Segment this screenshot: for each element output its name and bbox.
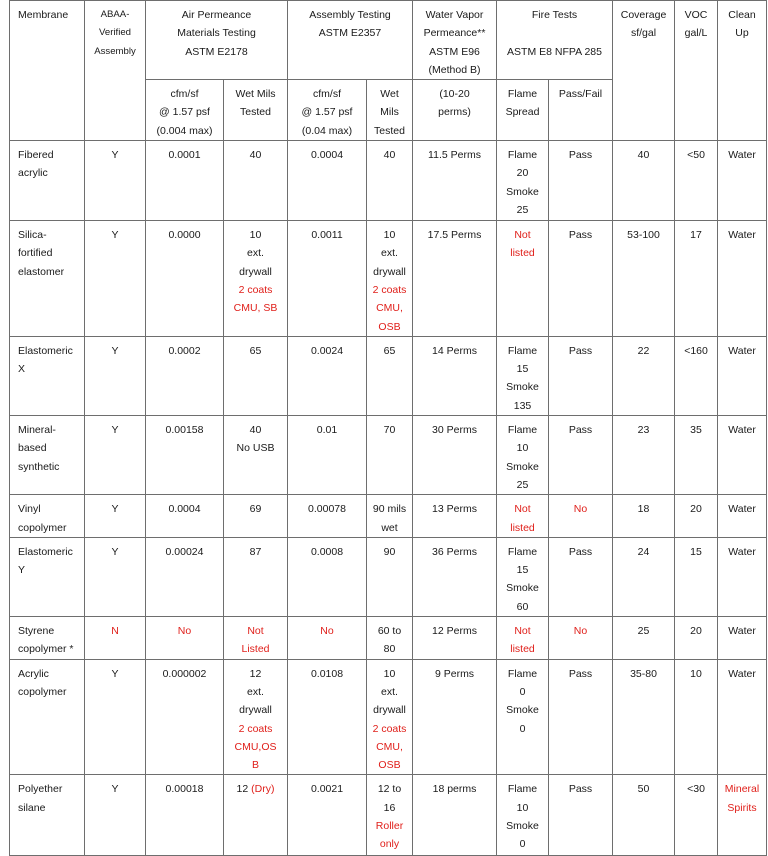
membrane-name-cell: Polyether silane (10, 775, 85, 856)
membrane-name-cell: Acrylic copolymer (10, 659, 85, 775)
water-vapor-cell (413, 141, 497, 221)
voc-cell (675, 659, 718, 775)
assembly-wet-mils-cell (367, 775, 413, 856)
cell-text: 40 (637, 149, 650, 162)
highlighted-text: 2 coats CMU, SB (233, 283, 278, 315)
air-cfm-cell (146, 617, 224, 660)
air-wet-mils-cell (224, 336, 288, 415)
cell-text: 0.0021 (310, 783, 344, 796)
highlighted-text: Not listed (510, 625, 535, 656)
coverage-cell (613, 659, 675, 775)
highlighted-text: N (111, 625, 119, 638)
flame-spread-cell (497, 617, 549, 660)
cell-text: Water (728, 667, 756, 680)
cell-text: 0.000002 (162, 667, 207, 680)
pass-fail-cell (549, 495, 613, 538)
cell-text: Pass (568, 783, 593, 796)
highlighted-text: Mineral Spirits (724, 783, 760, 814)
abaa-cell (85, 221, 146, 337)
voc-cell (675, 416, 718, 495)
membrane-name-cell: Fibered acrylic (10, 141, 85, 221)
cell-text: 35-80 (630, 667, 657, 680)
cell-text: 20 (690, 625, 702, 638)
cleanup-cell (718, 659, 767, 775)
highlighted-text: Not Listed (241, 625, 270, 656)
cell-text: Y (111, 229, 119, 242)
cell-text: Pass (568, 667, 593, 680)
cell-text: Pass (568, 545, 593, 558)
cell-text: 12 to 16 (377, 783, 402, 814)
cell-text: Flame 20 Smoke 25 (506, 149, 539, 216)
cell-text: Y (111, 344, 119, 357)
flame-spread-cell (497, 495, 549, 538)
pass-fail-cell (549, 336, 613, 415)
water-vapor-cell (413, 336, 497, 415)
water-vapor-cell (413, 416, 497, 495)
cell-text: 69 (249, 503, 262, 516)
flame-spread-cell (497, 336, 549, 415)
highlighted-text: No (177, 625, 192, 638)
pass-fail-cell (549, 659, 613, 775)
cell-text: 0.0108 (310, 667, 344, 680)
water-vapor-cell (413, 495, 497, 538)
header-flame-spread: Flame Spread (497, 80, 549, 141)
cell-text: 35 (690, 424, 702, 437)
air-wet-mils-cell (224, 659, 288, 775)
abaa-cell (85, 659, 146, 775)
membrane-name-cell: Elastomeric X (10, 336, 85, 415)
abaa-cell (85, 416, 146, 495)
cell-text: Water (728, 149, 756, 162)
cell-text: 10 ext. drywall (239, 229, 272, 278)
cell-text: 90 (383, 545, 396, 558)
header-assembly-wet-mils: Wet Mils Tested (367, 80, 413, 141)
cell-text: 17.5 Perms (427, 229, 482, 242)
header-voc: VOC gal/L (675, 1, 718, 141)
cell-text: Y (111, 424, 119, 437)
cell-text: 0.0002 (168, 344, 201, 357)
header-fire-tests: Fire Tests ASTM E8 NFPA 285 (497, 1, 613, 80)
highlighted-text: Not listed (510, 229, 535, 260)
air-wet-mils-cell (224, 221, 288, 337)
cell-text: Water (728, 229, 756, 242)
cell-text: 0.0001 (168, 149, 201, 162)
assembly-wet-mils-cell (367, 336, 413, 415)
highlighted-text: No (573, 503, 588, 516)
cell-text: 53-100 (627, 229, 660, 242)
header-abaa: ABAA- Verified Assembly (85, 1, 146, 141)
flame-spread-cell (497, 416, 549, 495)
cell-text: 0.0004 (168, 503, 201, 516)
coverage-cell (613, 617, 675, 660)
header-air-wet-mils: Wet Mils Tested (224, 80, 288, 141)
cleanup-cell (718, 221, 767, 337)
cell-text: 10 (690, 667, 702, 680)
cell-text: Pass (568, 229, 593, 242)
cell-text: 10 ext. drywall (373, 229, 406, 278)
abaa-cell (85, 775, 146, 856)
air-cfm-cell (146, 416, 224, 495)
pass-fail-cell (549, 617, 613, 660)
air-wet-mils-cell (224, 775, 288, 856)
abaa-cell (85, 537, 146, 616)
cell-text: 0.0011 (311, 229, 343, 242)
cell-text: 12 Perms (432, 625, 477, 638)
assembly-cfm-cell (288, 537, 367, 616)
assembly-cfm-cell (288, 617, 367, 660)
cell-text: 0.00078 (308, 503, 346, 516)
abaa-cell (85, 141, 146, 221)
highlighted-text: 2 coats CMU, OSB (372, 722, 407, 772)
header-assembly-testing: Assembly Testing ASTM E2357 (288, 1, 413, 80)
voc-cell (675, 617, 718, 660)
flame-spread-cell (497, 221, 549, 337)
membrane-name-cell: Elastomeric Y (10, 537, 85, 616)
cell-text: 23 (637, 424, 650, 437)
coverage-cell (613, 221, 675, 337)
cell-text: 17 (690, 229, 702, 242)
header-air-cfm: cfm/sf @ 1.57 psf (0.004 max) (146, 80, 224, 141)
pass-fail-cell (549, 221, 613, 337)
cell-text: <50 (687, 149, 705, 162)
cleanup-cell (718, 617, 767, 660)
highlighted-text: No (320, 625, 334, 638)
assembly-wet-mils-cell (367, 416, 413, 495)
cleanup-cell (718, 775, 767, 856)
cell-text: 24 (637, 545, 650, 558)
cell-text: 0.01 (316, 424, 338, 437)
membrane-name-cell: Vinyl copolymer (10, 495, 85, 538)
membrane-name-cell: Styrene copolymer * (10, 617, 85, 660)
cell-text: 25 (637, 625, 650, 638)
flame-spread-cell (497, 141, 549, 221)
assembly-cfm-cell (288, 495, 367, 538)
cell-text: 10 ext. drywall (373, 667, 406, 717)
membrane-name-cell: Mineral- based synthetic (10, 416, 85, 495)
cell-text: 40 (249, 149, 262, 162)
header-assembly-cfm: cfm/sf @ 1.57 psf (0.04 max) (288, 80, 367, 141)
assembly-wet-mils-cell (367, 495, 413, 538)
highlighted-text: (Dry) (251, 783, 275, 796)
header-coverage: Coverage sf/gal (613, 1, 675, 141)
cell-text: <30 (687, 783, 705, 796)
cell-text: Flame 10 Smoke 25 (506, 424, 539, 491)
header-water-vapor: Water Vapor Permeance** ASTM E96 (Method B) (413, 1, 497, 80)
cell-text: 0.00024 (165, 545, 204, 558)
coverage-cell (613, 537, 675, 616)
highlighted-text: 2 coats CMU,OS B (234, 722, 277, 772)
header-pass-fail: Pass/Fail (549, 80, 613, 141)
voc-cell (675, 221, 718, 337)
assembly-wet-mils-cell (367, 221, 413, 337)
cell-text: 0.0024 (310, 344, 344, 357)
cell-text: Y (111, 783, 119, 796)
air-cfm-cell (146, 659, 224, 775)
water-vapor-cell (413, 221, 497, 337)
cell-text: Pass (568, 344, 593, 357)
highlighted-text: Not listed (510, 503, 535, 534)
highlighted-text: Roller only (375, 819, 404, 851)
cell-text: Flame 15 Smoke 60 (506, 545, 539, 613)
table-row (10, 416, 767, 495)
header-row-main (10, 1, 767, 80)
assembly-cfm-cell (288, 336, 367, 415)
water-vapor-cell (413, 617, 497, 660)
cell-text: 9 Perms (434, 667, 475, 680)
cell-text: Y (111, 503, 119, 516)
assembly-wet-mils-cell (367, 141, 413, 221)
cell-text: <160 (684, 344, 708, 357)
assembly-cfm-cell (288, 775, 367, 856)
flame-spread-cell (497, 775, 549, 856)
table-row (10, 659, 767, 775)
cell-text: 14 Perms (432, 344, 477, 357)
cell-text: 0.0004 (310, 149, 344, 162)
assembly-cfm-cell (288, 221, 367, 337)
cell-text: 90 mils wet (372, 503, 407, 534)
cell-text: 40 (383, 149, 396, 162)
cell-text: Y (111, 149, 119, 162)
flame-spread-cell (497, 537, 549, 616)
water-vapor-cell (413, 659, 497, 775)
voc-cell (675, 495, 718, 538)
coverage-cell (613, 336, 675, 415)
cell-text: 30 Perms (432, 424, 477, 437)
cleanup-cell (718, 336, 767, 415)
cell-text: Pass (568, 149, 593, 162)
highlighted-text: 2 coats CMU, OSB (372, 283, 407, 333)
table-row (10, 495, 767, 538)
cell-text: 20 (690, 503, 702, 516)
air-cfm-cell (146, 495, 224, 538)
cleanup-cell (718, 416, 767, 495)
cell-text: Flame 10 Smoke 0 (506, 783, 539, 851)
abaa-cell (85, 617, 146, 660)
cell-text: Y (111, 667, 119, 680)
voc-cell (675, 336, 718, 415)
air-cfm-cell (146, 221, 224, 337)
cell-text: 22 (637, 344, 650, 357)
coverage-cell (613, 416, 675, 495)
assembly-cfm-cell (288, 141, 367, 221)
cell-text: 0.00158 (165, 424, 204, 437)
cell-text: Water (728, 503, 756, 516)
cell-text: 70 (383, 424, 396, 437)
cell-text: 87 (249, 545, 262, 558)
header-cleanup: Clean Up (718, 1, 767, 141)
cell-text: Y (111, 545, 119, 558)
air-cfm-cell (146, 336, 224, 415)
cell-text: 65 (249, 344, 262, 357)
assembly-wet-mils-cell (367, 617, 413, 660)
assembly-wet-mils-cell (367, 537, 413, 616)
cell-text: 18 perms (432, 783, 477, 796)
membrane-name-cell: Silica- fortified elastomer (10, 221, 85, 337)
air-wet-mils-cell (224, 617, 288, 660)
air-cfm-cell (146, 141, 224, 221)
coverage-cell (613, 495, 675, 538)
assembly-cfm-cell (288, 659, 367, 775)
air-wet-mils-cell (224, 416, 288, 495)
cell-text: 11.5 Perms (428, 149, 481, 162)
cell-text: Flame 15 Smoke 135 (506, 344, 539, 412)
coverage-cell (613, 141, 675, 221)
pass-fail-cell (549, 141, 613, 221)
cleanup-cell (718, 537, 767, 616)
flame-spread-cell (497, 659, 549, 775)
pass-fail-cell (549, 775, 613, 856)
cell-text: Water (728, 344, 756, 357)
cell-text: Water (728, 424, 756, 437)
cell-text: 0.0000 (168, 229, 201, 242)
air-wet-mils-cell (224, 495, 288, 538)
abaa-cell (85, 495, 146, 538)
cell-text: 36 Perms (432, 545, 477, 558)
table-row (10, 537, 767, 616)
cell-text: 0.0008 (310, 545, 344, 558)
cell-text: 60 to 80 (377, 625, 402, 656)
table-row (10, 617, 767, 660)
highlighted-text: No (573, 625, 588, 638)
cell-text: Water (728, 545, 756, 558)
cell-text: 0.00018 (165, 783, 204, 796)
cell-text: 15 (690, 545, 702, 558)
header-air-permeance: Air Permeance Materials Testing ASTM E2178 (146, 1, 288, 80)
table-row (10, 141, 767, 221)
abaa-cell (85, 336, 146, 415)
cell-text: Pass (568, 424, 593, 437)
voc-cell (675, 775, 718, 856)
water-vapor-cell (413, 775, 497, 856)
table-row (10, 775, 767, 856)
pass-fail-cell (549, 416, 613, 495)
assembly-wet-mils-cell (367, 659, 413, 775)
assembly-cfm-cell (288, 416, 367, 495)
voc-cell (675, 141, 718, 221)
cell-text: 12 ext. drywall (239, 667, 272, 717)
air-wet-mils-cell (224, 141, 288, 221)
cleanup-cell (718, 495, 767, 538)
air-wet-mils-cell (224, 537, 288, 616)
coverage-cell (613, 775, 675, 856)
cell-text: 65 (383, 344, 396, 357)
water-vapor-cell (413, 537, 497, 616)
table-row (10, 221, 767, 337)
voc-cell (675, 537, 718, 616)
table-row (10, 336, 767, 415)
cell-text: 18 (637, 503, 650, 516)
air-cfm-cell (146, 775, 224, 856)
cell-text: Flame 0 Smoke 0 (506, 667, 539, 735)
membrane-comparison-table (9, 0, 767, 856)
cell-text: 40 No USB (236, 424, 275, 455)
pass-fail-cell (549, 537, 613, 616)
air-cfm-cell (146, 537, 224, 616)
header-water-vapor-range: (10-20 perms) (413, 80, 497, 141)
cell-text: Water (728, 625, 756, 638)
cell-text: 12 (236, 783, 252, 796)
header-membrane: Membrane (10, 1, 85, 141)
cell-text: 13 Perms (432, 503, 477, 516)
cell-text: 50 (637, 783, 650, 796)
cleanup-cell (718, 141, 767, 221)
